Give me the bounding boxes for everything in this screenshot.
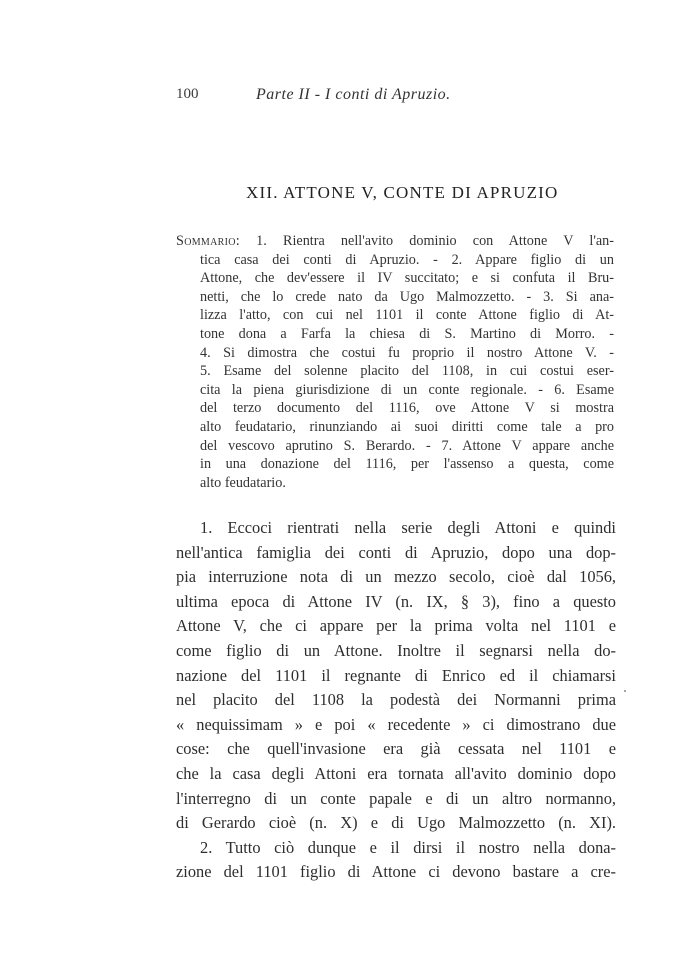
- body-line: « nequissimam » e poi « recedente » ci dimostrano due: [176, 714, 616, 734]
- body-line: che la casa degli Attoni era tornata all'avito dominio dopo: [176, 763, 616, 783]
- page-header: [176, 86, 536, 108]
- summary-line: in una donazione del 1116, per l'assenso a questa, come: [200, 456, 614, 473]
- summary-line: netti, che lo crede nato da Ugo Malmozzetto. - 3. Si ana-: [200, 288, 614, 305]
- summary-line: tica casa dei conti di Apruzio. - 2. Appare figlio di un: [200, 251, 614, 268]
- running-title: Parte II - I conti di Apruzio.: [256, 86, 451, 103]
- paragraph-2-start: 2. Tutto ciò dunque e il dirsi il nostro nella dona-: [200, 837, 616, 857]
- body-line: zione del 1101 figlio di Attone ci devono bastare a cre-: [176, 862, 616, 882]
- body-line: ultima epoca di Attone IV (n. IX, § 3), fino a questo: [176, 591, 616, 611]
- summary-line: Attone, che dev'essere il IV succitato; e si confuta il Bru-: [200, 270, 614, 287]
- body-line: nazione del 1101 il regnante di Enrico ed il chiamarsi: [176, 665, 616, 685]
- body-line: cose: che quell'invasione era già cessata nel 1101 e: [176, 739, 616, 759]
- chapter-title: XII. ATTONE V, CONTE DI APRUZIO: [246, 183, 559, 202]
- summary-line: alto feudatario, rinunziando ai suoi diritti come tale a pro: [200, 418, 614, 435]
- page-number: 100: [176, 86, 199, 102]
- summary-line: alto feudatario.: [200, 474, 286, 491]
- summary-line: tone dona a Farfa la chiesa di S. Martino di Morro. -: [200, 325, 614, 342]
- body-text: [176, 516, 616, 885]
- paragraph-1-start: 1. Eccoci rientrati nella serie degli Attoni e quindi: [200, 518, 616, 537]
- summary-label: Sommario:: [176, 233, 240, 249]
- body-line: Attone V, che ci appare per la prima volta nel 1101 e: [176, 616, 616, 636]
- summary-line: del vescovo aprutino S. Berardo. - 7. Attone V appare anche: [200, 437, 614, 454]
- body-line: pia interruzione nota di un mezzo secolo, cioè dal 1056,: [176, 567, 616, 587]
- body-line: l'interregno di un conte papale e di un altro normanno,: [176, 788, 616, 808]
- summary-line: lizza l'atto, con cui nel 1101 il conte Attone figlio di At-: [200, 307, 614, 324]
- summary-line: 5. Esame del solenne placito del 1108, in cui costui eser-: [200, 363, 614, 380]
- body-line: di Gerardo cioè (n. X) e di Ugo Malmozzetto (n. XI).: [176, 813, 616, 833]
- summary-line: 4. Si dimostra che costui fu proprio il nostro Attone V. -: [200, 344, 614, 361]
- summary-line: del terzo documento del 1116, ove Attone V si mostra: [200, 400, 614, 417]
- body-line: nel placito del 1108 la podestà dei Normanni prima: [176, 690, 616, 710]
- body-line: come figlio di un Attone. Inoltre il segnarsi nella do-: [176, 640, 616, 660]
- chapter-summary: [176, 232, 614, 492]
- summary-line: Sommario: 1. Rientra nell'avito dominio con Attone V l'an-: [176, 233, 614, 249]
- body-line: nell'antica famiglia dei conti di Apruzio, dopo una dop-: [176, 542, 616, 562]
- summary-line: cita la piena giurisdizione di un conte regionale. - 6. Esame: [200, 381, 614, 398]
- scan-artifact-dot: [624, 690, 626, 692]
